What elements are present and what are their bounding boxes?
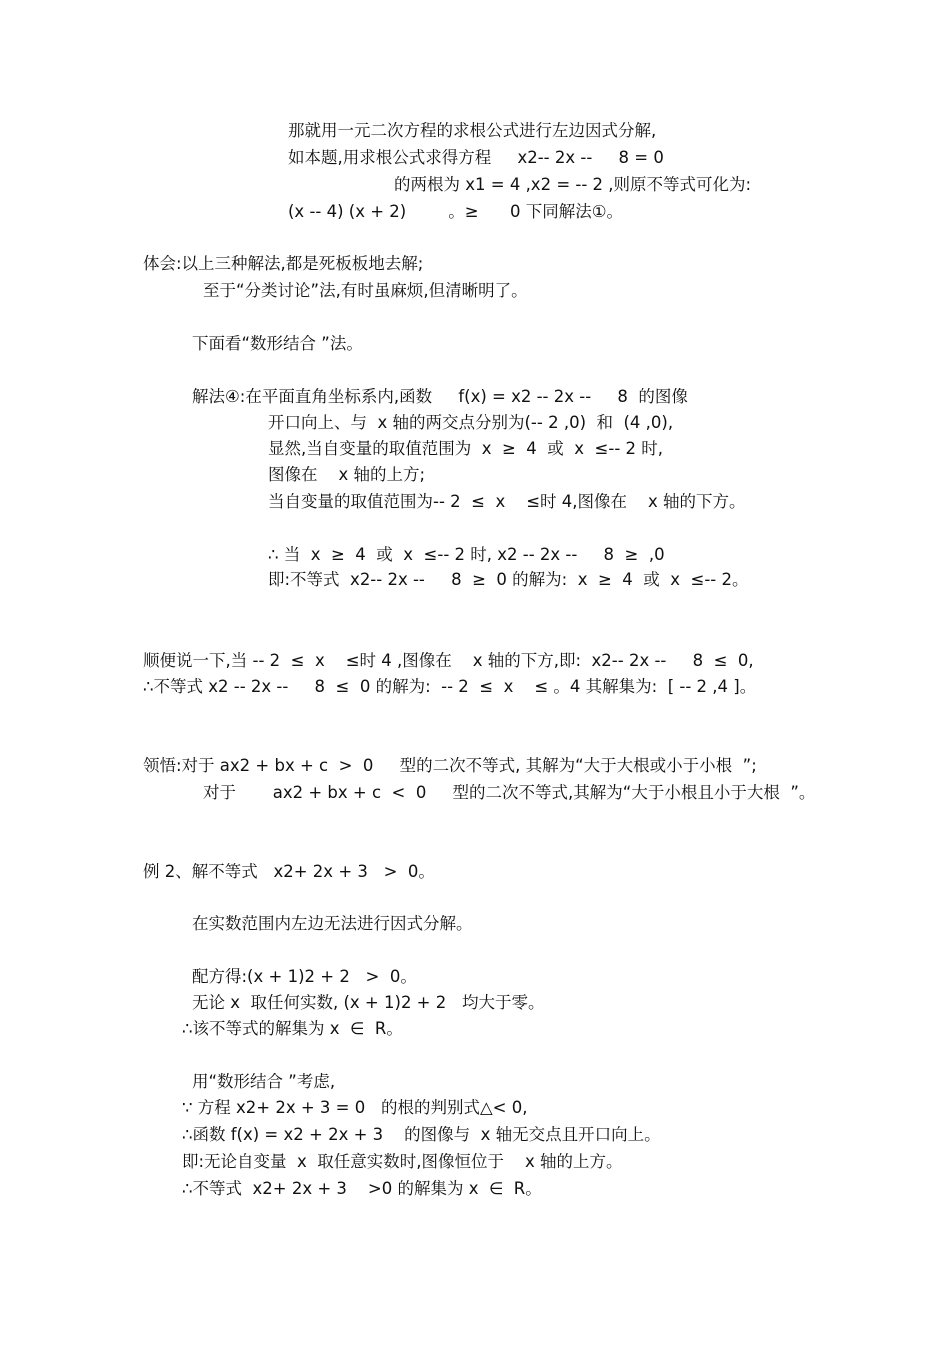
text-line: 下面看“数形结合 ”法。	[192, 334, 363, 353]
text-line: 即:无论自变量 x 取任意实数时,图像恒位于 x 轴的上方。	[182, 1152, 623, 1171]
text-line: 开口向上、与 x 轴的两交点分别为(-- 2 ,0) 和 (4 ,0),	[268, 413, 674, 432]
text-line: 体会:以上三种解法,都是死板板地去解;	[143, 254, 424, 273]
text-line: ∴ 当 x ≥ 4 或 x ≤-- 2 时, x2 -- 2x -- 8 ≥ ,0	[268, 545, 665, 564]
text-line: ∵ 方程 x2+ 2x + 3 = 0 的根的判别式△< 0,	[182, 1098, 528, 1117]
text-line: (x -- 4) (x + 2) 。≥ 0 下同解法①。	[288, 202, 624, 221]
text-line: 对于 ax2 + bx + c < 0 型的二次不等式,其解为“大于小根且小于大根 ”。	[203, 783, 816, 802]
text-line: ∴该不等式的解集为 x ∈ R。	[182, 1019, 403, 1038]
text-line: 顺便说一下,当 -- 2 ≤ x ≤时 4 ,图像在 x 轴的下方,即: x2-- 2x -- 8 ≤ 0,	[143, 651, 754, 670]
text-line: 用“数形结合 ”考虑,	[192, 1072, 336, 1091]
text-line: 至于“分类讨论”法,有时虽麻烦,但清晰明了。	[203, 281, 528, 300]
text-line: ∴不等式 x2 -- 2x -- 8 ≤ 0 的解为: -- 2 ≤ x ≤ 。4 其解集为: [ -- 2 ,4 ]。	[143, 677, 757, 696]
text-line: 如本题,用求根公式求得方程 x2-- 2x -- 8 = 0	[288, 148, 664, 167]
text-line: ∴函数 f(x) = x2 + 2x + 3 的图像与 x 轴无交点且开口向上。	[182, 1125, 661, 1144]
text-line: 无论 x 取任何实数, (x + 1)2 + 2 均大于零。	[192, 993, 545, 1012]
text-line: 领悟:对于 ax2 + bx + c > 0 型的二次不等式, 其解为“大于大根或小于小根 ”;	[143, 756, 757, 775]
text-line: 即:不等式 x2-- 2x -- 8 ≥ 0 的解为: x ≥ 4 或 x ≤-- 2。	[268, 570, 749, 589]
text-line: 显然,当自变量的取值范围为 x ≥ 4 或 x ≤-- 2 时,	[268, 439, 664, 458]
text-line: 当自变量的取值范围为-- 2 ≤ x ≤时 4,图像在 x 轴的下方。	[268, 492, 746, 511]
text-line: 解法④:在平面直角坐标系内,函数 f(x) = x2 -- 2x -- 8 的图像	[192, 387, 688, 406]
text-line: ∴不等式 x2+ 2x + 3 >0 的解集为 x ∈ R。	[182, 1179, 542, 1198]
text-line: 例 2、解不等式 x2+ 2x + 3 > 0。	[143, 862, 435, 881]
text-line: 的两根为 x1 = 4 ,x2 = -- 2 ,则原不等式可化为:	[394, 175, 752, 194]
text-line: 在实数范围内左边无法进行因式分解。	[192, 914, 473, 933]
text-line: 图像在 x 轴的上方;	[268, 465, 426, 484]
text-line: 那就用一元二次方程的求根公式进行左边因式分解,	[288, 121, 657, 140]
text-line: 配方得:(x + 1)2 + 2 > 0。	[192, 967, 417, 986]
